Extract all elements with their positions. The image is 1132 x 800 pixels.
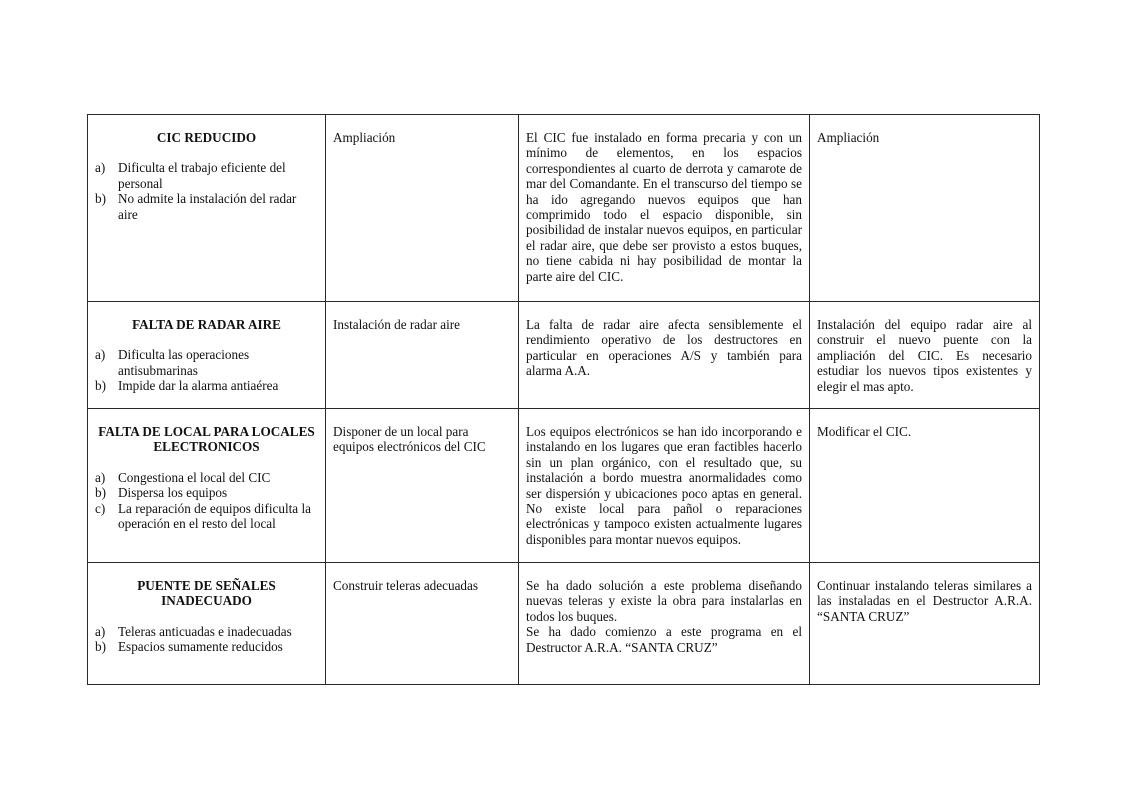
problem-list [95,470,318,532]
list-item [95,639,318,655]
problem-title: FALTA DE RADAR AIRE [132,317,281,332]
list-item [95,191,318,222]
item-text: No admite la instalación del radar aire [118,191,297,222]
problem-cell [88,409,326,563]
item-marker: a) [95,623,106,639]
item-text: Espacios sumamente reducidos [118,639,283,655]
item-text: Impide dar la alarma antiaérea [118,378,279,394]
problem-title: PUENTE DE SEÑALES INADECUADO [137,578,276,609]
item-marker: a) [95,347,106,363]
solution-cell: Ampliación [810,115,1040,302]
item-marker: c) [95,500,106,516]
problem-title: CIC REDUCIDO [156,130,257,145]
objective-cell: Instalación de radar aire [326,302,519,409]
objective-cell: Disponer de un local para equipos electrónicos del CIC [326,409,519,563]
table-row [88,563,1040,685]
item-marker: b) [95,378,106,394]
description-cell [519,409,810,563]
item-text: Congestiona el local del CIC [118,469,271,485]
solution-cell: Instalación del equipo radar aire al construir el nuevo puente con la ampliación del CIC. Es necesario estudiar los nuevos tipos existentes y elegir el mas apto. [810,302,1040,409]
description-paragraph: El CIC fue instalado en forma precaria y con un mínimo de elementos, en los espacios correspondientes al cuarto de derrota y camarote de mar del Comandante. En el transcurso del tiempo se ha ido agregando nuevos equipos que han comprimido todo el espacio disponible, sin posibilidad de instalar nuevos equipos, en particular el radar aire, que debe ser provisto a estos buques, no tiene cabida ni hay posibilidad de montar la parte aire del CIC. [526,130,802,284]
table-row [88,302,1040,409]
problem-list [95,160,318,222]
list-item [95,347,318,378]
description-paragraph: Se ha dado solución a este problema diseñando nuevas teleras y existe la obra para instalarlas en todos los buques. [526,578,802,624]
description-paragraph: Se ha dado comienzo a este programa en el Destructor A.R.A. “SANTA CRUZ” [526,624,802,655]
problem-cell [88,302,326,409]
problem-cell [88,563,326,685]
item-text: La reparación de equipos dificulta la operación en el resto del local [118,500,311,532]
table-row [88,115,1040,302]
description-cell [519,115,810,302]
list-item [95,469,318,485]
list-item [95,378,318,394]
item-text: Dificulta las operaciones antisubmarinas [118,347,250,378]
description-cell [519,302,810,409]
item-marker: a) [95,160,106,176]
problems-table [87,114,1040,685]
description-cell [519,563,810,685]
item-text: Dificulta el trabajo eficiente del personal [118,160,286,191]
problem-cell [88,115,326,302]
item-marker: b) [95,191,106,207]
solution-cell: Modificar el CIC. [810,409,1040,563]
list-item [95,500,318,532]
objective-cell: Construir teleras adecuadas [326,563,519,685]
item-marker: b) [95,485,106,501]
item-text: Teleras anticuadas e inadecuadas [118,623,292,639]
list-item [95,160,318,191]
list-item [95,623,318,639]
solution-cell: Continuar instalando teleras similares a las instaladas en el Destructor A.R.A. “SANTA CRUZ” [810,563,1040,685]
item-marker: a) [95,469,106,485]
item-marker: b) [95,639,106,655]
description-paragraph: Los equipos electrónicos se han ido incorporando e instalando en los lugares que eran factibles hacerlo sin un plan orgánico, con el resultado que, su instalación a bordo muestra anormalidades como ser dispersión y ubicaciones poco aptas en general. No existe local para pañol o reparaciones electrónicas y tampoco existen actualmente lugares disponibles para montar nuevos equipos. [526,424,802,547]
description-paragraph: La falta de radar aire afecta sensiblemente el rendimiento operativo de los destructores en particular en operaciones A/S y también para alarma A.A. [526,317,802,379]
objective-cell: Ampliación [326,115,519,302]
item-text: Dispersa los equipos [118,485,228,501]
list-item [95,485,318,501]
problem-title: FALTA DE LOCAL PARA LOCALES ELECTRONICOS [98,424,315,455]
problem-list [95,347,318,393]
table-row [88,409,1040,563]
problem-list [95,624,318,655]
